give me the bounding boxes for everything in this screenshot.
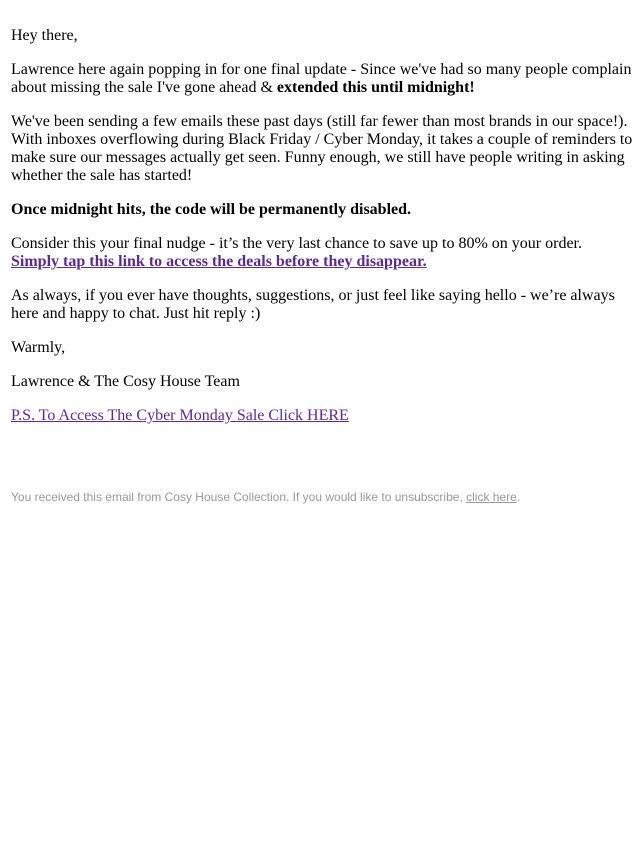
footer-period: . — [516, 490, 521, 504]
warning-paragraph — [11, 201, 633, 219]
nudge-paragraph — [11, 235, 633, 271]
deals-link[interactable]: Simply tap this link to access the deals before they disappear. — [11, 253, 427, 270]
intro-bold-text: extended this until midnight! — [276, 79, 475, 96]
signature: Lawrence & The Cosy House Team — [11, 373, 240, 390]
feedback-paragraph: As always, if you ever have thoughts, suggestions, or just feel like saying hello - we’re always here and happy to chat. Just hit reply :) — [11, 287, 615, 322]
ps-paragraph — [11, 407, 633, 425]
email-body — [11, 27, 633, 441]
explanation-paragraph: We've been sending a few emails these past days (still far fewer than most brands in our space!). With inboxes overflowing during Black Friday / Cyber Monday, it takes a couple of reminders to make sure our messages actually get seen. Funny enough, we still have people writing in asking whether the sale has started! — [11, 113, 633, 184]
signoff: Warmly, — [11, 339, 66, 356]
unsubscribe-link[interactable]: click here — [466, 490, 517, 504]
email-footer — [11, 490, 633, 505]
intro-text: Lawrence here again popping in for one final update - Since we've had so many people complain about missing the sale I've gone ahead & — [11, 61, 632, 96]
footer-text: You received this email from Cosy House Collection. If you would like to unsubscribe, — [11, 490, 467, 504]
greeting: Hey there, — [11, 27, 78, 44]
intro-paragraph — [11, 61, 633, 97]
warning-bold-text: Once midnight hits, the code will be permanently disabled. — [11, 201, 412, 218]
nudge-text: Consider this your final nudge - it’s the very last chance to save up to 80% on your order. — [11, 235, 582, 252]
cyber-monday-sale-link[interactable]: P.S. To Access The Cyber Monday Sale Click HERE — [11, 407, 349, 424]
